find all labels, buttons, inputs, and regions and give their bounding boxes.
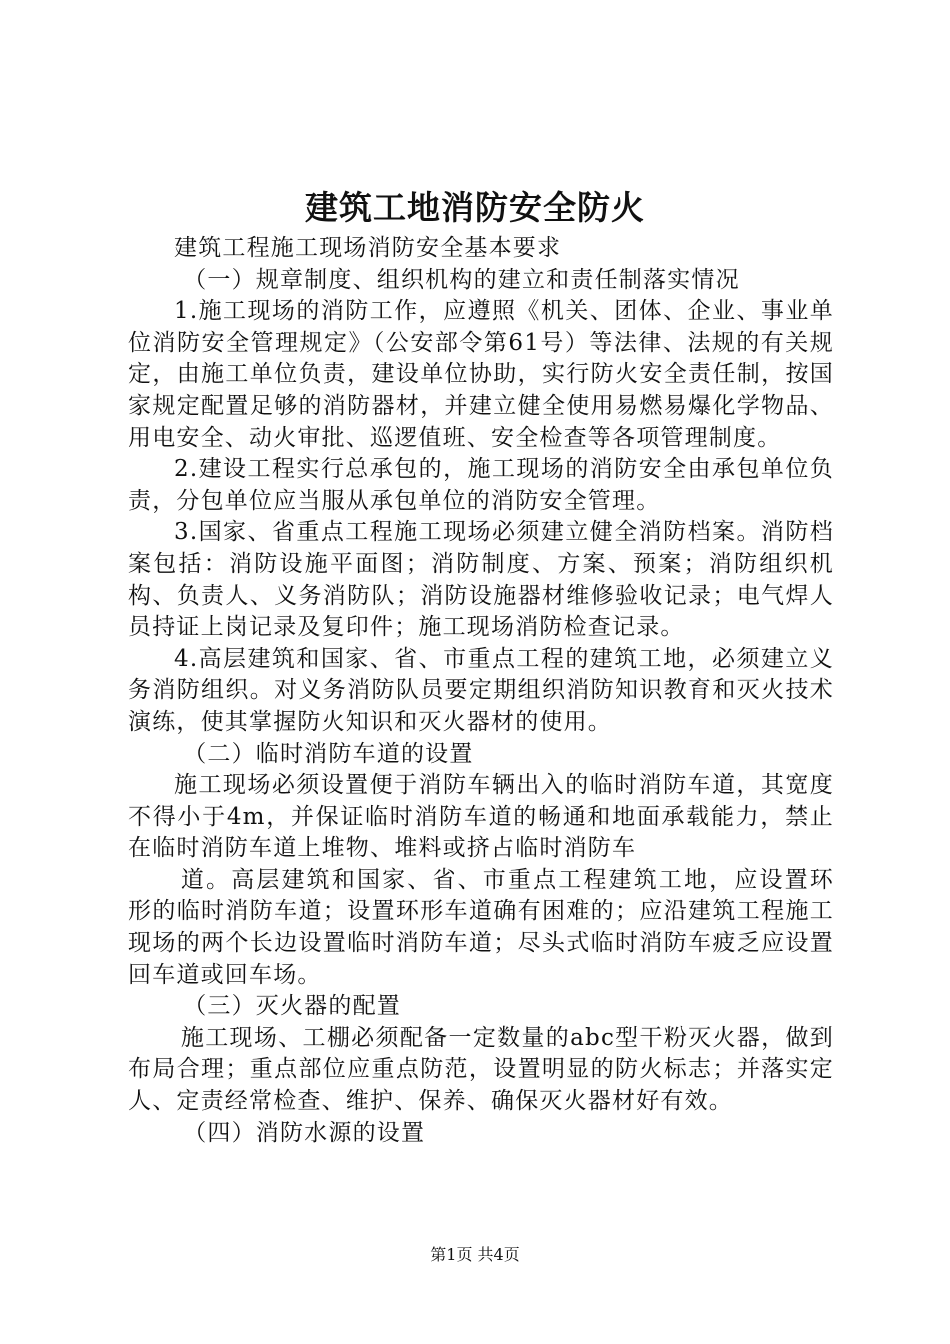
section-heading-2: （二）临时消防车道的设置	[183, 740, 474, 767]
page-footer: 第1页 共4页	[430, 1245, 520, 1264]
section-heading-3: （三）灭火器的配置	[183, 993, 401, 1020]
section-heading-1: （一）规章制度、组织机构的建立和责任制落实情况	[183, 266, 740, 293]
paragraph-extinguishers: 施工现场、工棚必须配备一定数量的abc型干粉灭火器，做到布局合理；重点部位应重点防范，设置明显的防火标志；并落实定人、定责经常检查、维护、保养、确保灭火器材好有效。	[128, 1024, 834, 1115]
paragraph-item-4: 4.高层建筑和国家、省、市重点工程的建筑工地，必须建立义务消防组织。对义务消防队员要定期组织消防知识教育和灭火技术演练，使其掌握防火知识和灭火器材的使用。	[128, 645, 834, 735]
paragraph-item-1: 1.施工现场的消防工作，应遵照《机关、团体、企业、事业单位消防安全管理规定》（公安部令第61号）等法律、法规的有关规定，由施工单位负责，建设单位协助，实行防火安全责任制，按国家规定配置足够的消防器材，并建立健全使用易燃易爆化学物品、用电安全、动火审批、巡逻值班、安全检查等各项管理制度。	[128, 298, 834, 451]
paragraph-item-3: 3.国家、省重点工程施工现场必须建立健全消防档案。消防档案包括：消防设施平面图；消防制度、方案、预案；消防组织机构、负责人、义务消防队；消防设施器材维修验收记录；电气焊人员持证上岗记录及复印件；施工现场消防检查记录。	[128, 519, 834, 641]
paragraph-fire-lane-2: 道。高层建筑和国家、省、市重点工程建筑工地，应设置环形的临时消防车道；设置环形车道确有困难的；应沿建筑工程施工现场的两个长边设置临时消防车道；尽头式临时消防车疲乏应设置回车道或回车场。	[128, 866, 834, 988]
document-body	[128, 233, 834, 1149]
paragraph-item-2: 2.建设工程实行总承包的，施工现场的消防安全由承包单位负责，分包单位应当服从承包单位的消防安全管理。	[128, 456, 834, 514]
paragraph-fire-lane-1: 施工现场必须设置便于消防车辆出入的临时消防车道，其宽度不得小于4m，并保证临时消防车道的畅通和地面承载能力，禁止在临时消防车道上堆物、堆料或挤占临时消防车	[128, 772, 834, 862]
document-title: 建筑工地消防安全防火	[305, 188, 645, 227]
paragraph-subtitle: 建筑工程施工现场消防安全基本要求	[174, 235, 562, 261]
section-heading-4: （四）消防水源的设置	[183, 1119, 426, 1146]
